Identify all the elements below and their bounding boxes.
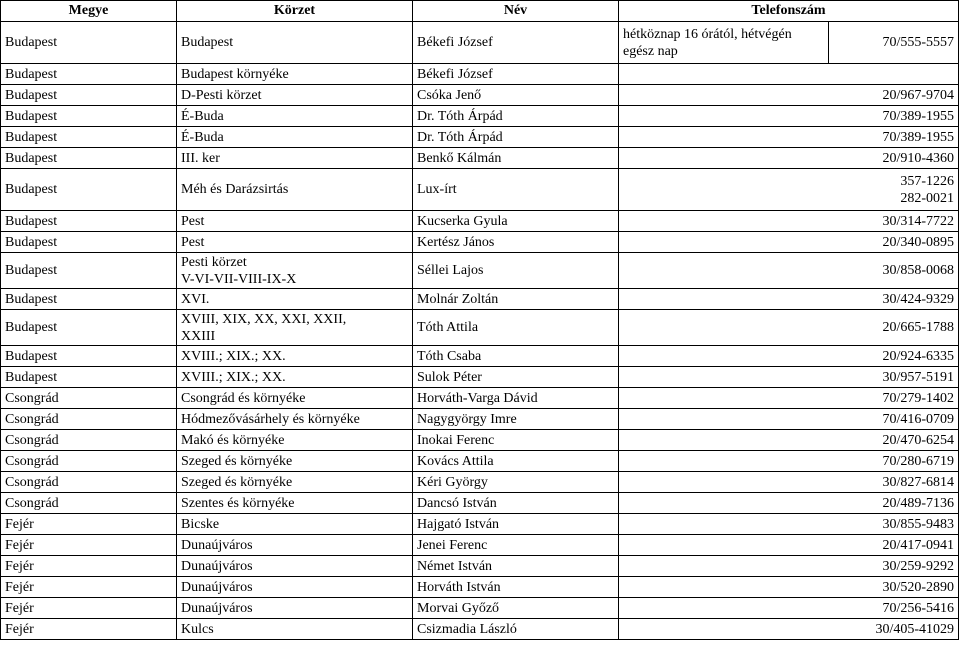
cell-nev: Csóka Jenő <box>413 85 619 106</box>
cell-telefon: 70/389-1955 <box>619 127 959 148</box>
cell-megye: Csongrád <box>1 493 177 514</box>
district-line-2: V-VI-VII-VIII-IX-X <box>181 271 297 287</box>
table-row <box>1 22 959 64</box>
cell-megye: Fejér <box>1 577 177 598</box>
cell-nev: Sulok Péter <box>413 367 619 388</box>
table-row <box>1 535 959 556</box>
table-row <box>1 514 959 535</box>
cell-nev: Dancsó István <box>413 493 619 514</box>
cell-telefon: 70/256-5416 <box>619 598 959 619</box>
table-row <box>1 493 959 514</box>
cell-telefon: 30/855-9483 <box>619 514 959 535</box>
table-row <box>1 289 959 310</box>
phone-line-2: 282-0021 <box>900 190 954 206</box>
table-row <box>1 388 959 409</box>
table-row <box>1 472 959 493</box>
cell-nev: Kéri György <box>413 472 619 493</box>
cell-telefon: 20/910-4360 <box>619 148 959 169</box>
cell-telefon: 30/520-2890 <box>619 577 959 598</box>
cell-telefon: 20/967-9704 <box>619 85 959 106</box>
cell-telefon: 20/417-0941 <box>619 535 959 556</box>
cell-nev: Molnár Zoltán <box>413 289 619 310</box>
column-header-nev: Név <box>413 1 619 22</box>
cell-korzet: Méh és Darázsirtás <box>177 169 413 211</box>
cell-telefon: 30/957-5191 <box>619 367 959 388</box>
cell-nev: Horváth-Varga Dávid <box>413 388 619 409</box>
cell-telefon: 70/416-0709 <box>619 409 959 430</box>
cell-megye: Budapest <box>1 106 177 127</box>
cell-nev: Békefi József <box>413 64 619 85</box>
cell-korzet: Pest <box>177 211 413 232</box>
cell-megye: Budapest <box>1 148 177 169</box>
table-row <box>1 451 959 472</box>
table-row <box>1 598 959 619</box>
cell-korzet: XVIII.; XIX.; XX. <box>177 346 413 367</box>
cell-megye: Csongrád <box>1 409 177 430</box>
table-row <box>1 211 959 232</box>
cell-korzet: É-Buda <box>177 127 413 148</box>
cell-korzet: Hódmezővásárhely és környéke <box>177 409 413 430</box>
table-row <box>1 577 959 598</box>
cell-korzet: XVI. <box>177 289 413 310</box>
table-row <box>1 253 959 289</box>
table-row <box>1 64 959 85</box>
cell-nev: Jenei Ferenc <box>413 535 619 556</box>
cell-korzet <box>177 253 413 289</box>
cell-korzet: Dunaújváros <box>177 556 413 577</box>
cell-nev: Kucserka Gyula <box>413 211 619 232</box>
cell-nev: Dr. Tóth Árpád <box>413 127 619 148</box>
table-header-row <box>1 1 959 22</box>
cell-megye: Budapest <box>1 310 177 346</box>
cell-megye: Fejér <box>1 514 177 535</box>
cell-nev: Hajgató István <box>413 514 619 535</box>
cell-megye: Fejér <box>1 598 177 619</box>
cell-korzet: É-Buda <box>177 106 413 127</box>
table-row <box>1 619 959 640</box>
cell-nev: Csizmadia László <box>413 619 619 640</box>
cell-telefon: 30/827-6814 <box>619 472 959 493</box>
cell-megye: Budapest <box>1 22 177 64</box>
cell-korzet: Budapest környéke <box>177 64 413 85</box>
cell-telefon: 70/389-1955 <box>619 106 959 127</box>
cell-korzet: Budapest <box>177 22 413 64</box>
table-row <box>1 85 959 106</box>
cell-telefon: 30/405-41029 <box>619 619 959 640</box>
cell-nev: Benkő Kálmán <box>413 148 619 169</box>
district-line-1: XVIII, XIX, XX, XXI, XXII, <box>181 311 347 327</box>
district-line-1: Pesti körzet <box>181 254 247 270</box>
cell-korzet: Szeged és környéke <box>177 472 413 493</box>
table-row <box>1 367 959 388</box>
cell-nev: Dr. Tóth Árpád <box>413 106 619 127</box>
cell-availability-note: hétköznap 16 órától, hétvégén egész nap <box>619 22 829 64</box>
cell-megye: Budapest <box>1 289 177 310</box>
cell-megye: Budapest <box>1 232 177 253</box>
cell-telefon: 30/858-0068 <box>619 253 959 289</box>
column-header-korzet: Körzet <box>177 1 413 22</box>
table-row <box>1 556 959 577</box>
cell-nev: Nagygyörgy Imre <box>413 409 619 430</box>
table-row <box>1 346 959 367</box>
cell-nev: Békefi József <box>413 22 619 64</box>
cell-megye: Budapest <box>1 85 177 106</box>
cell-nev: Tóth Csaba <box>413 346 619 367</box>
cell-megye: Budapest <box>1 346 177 367</box>
cell-nev: Kertész János <box>413 232 619 253</box>
cell-telefon: 70/280-6719 <box>619 451 959 472</box>
cell-telefon: 20/470-6254 <box>619 430 959 451</box>
cell-megye: Budapest <box>1 367 177 388</box>
table-row <box>1 106 959 127</box>
cell-megye: Fejér <box>1 619 177 640</box>
cell-megye: Budapest <box>1 127 177 148</box>
table-row <box>1 232 959 253</box>
cell-korzet: Pest <box>177 232 413 253</box>
cell-megye: Fejér <box>1 535 177 556</box>
cell-megye: Budapest <box>1 211 177 232</box>
cell-megye: Csongrád <box>1 430 177 451</box>
cell-nev: Kovács Attila <box>413 451 619 472</box>
cell-korzet: III. ker <box>177 148 413 169</box>
cell-megye: Csongrád <box>1 451 177 472</box>
cell-nev: Német István <box>413 556 619 577</box>
cell-korzet: XVIII.; XIX.; XX. <box>177 367 413 388</box>
cell-korzet: Csongrád és környéke <box>177 388 413 409</box>
table-row <box>1 148 959 169</box>
cell-telefon: 30/259-9292 <box>619 556 959 577</box>
cell-korzet: Makó és környéke <box>177 430 413 451</box>
table-row <box>1 430 959 451</box>
cell-korzet: Szentes és környéke <box>177 493 413 514</box>
table-row <box>1 169 959 211</box>
cell-korzet <box>177 310 413 346</box>
cell-megye: Csongrád <box>1 472 177 493</box>
cell-nev: Lux-írt <box>413 169 619 211</box>
phone-line-1: 357-1226 <box>900 173 954 189</box>
cell-korzet: Szeged és környéke <box>177 451 413 472</box>
cell-korzet: D-Pesti körzet <box>177 85 413 106</box>
cell-telefon: 70/279-1402 <box>619 388 959 409</box>
cell-megye: Fejér <box>1 556 177 577</box>
cell-telefon: 20/489-7136 <box>619 493 959 514</box>
cell-nev: Morvai Győző <box>413 598 619 619</box>
cell-korzet: Bicske <box>177 514 413 535</box>
cell-telefon: 70/555-5557 <box>829 22 959 64</box>
cell-korzet: Dunaújváros <box>177 535 413 556</box>
cell-nev: Séllei Lajos <box>413 253 619 289</box>
district-line-2: XXIII <box>181 328 216 344</box>
cell-telefon <box>619 64 959 85</box>
column-header-telefonszam: Telefonszám <box>619 1 959 22</box>
cell-megye: Budapest <box>1 64 177 85</box>
cell-megye: Budapest <box>1 169 177 211</box>
cell-megye: Budapest <box>1 253 177 289</box>
cell-telefon: 20/924-6335 <box>619 346 959 367</box>
cell-telefon: 20/665-1788 <box>619 310 959 346</box>
column-header-megye: Megye <box>1 1 177 22</box>
cell-telefon <box>619 169 959 211</box>
cell-megye: Csongrád <box>1 388 177 409</box>
cell-telefon: 30/424-9329 <box>619 289 959 310</box>
cell-nev: Tóth Attila <box>413 310 619 346</box>
cell-korzet: Kulcs <box>177 619 413 640</box>
cell-telefon: 20/340-0895 <box>619 232 959 253</box>
table-row <box>1 127 959 148</box>
table-row <box>1 310 959 346</box>
cell-korzet: Dunaújváros <box>177 577 413 598</box>
table-row <box>1 409 959 430</box>
cell-korzet: Dunaújváros <box>177 598 413 619</box>
cell-telefon: 30/314-7722 <box>619 211 959 232</box>
cell-nev: Horváth István <box>413 577 619 598</box>
cell-nev: Inokai Ferenc <box>413 430 619 451</box>
